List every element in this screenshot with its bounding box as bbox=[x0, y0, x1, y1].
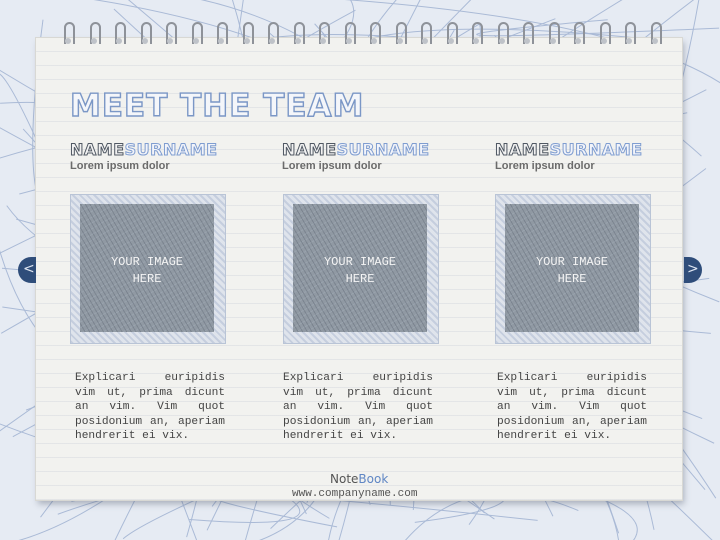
member-role: Lorem ipsum dolor bbox=[495, 160, 595, 172]
spiral-ring bbox=[217, 22, 225, 46]
image-placeholder-label: YOUR IMAGE HERE bbox=[323, 255, 396, 286]
member-description: Explicari euripidis vim ut, prima dicunt an vim. Vim quot posidonium an, aperiam hendrerit ei vix. bbox=[283, 372, 433, 442]
spiral-ring bbox=[447, 22, 455, 46]
spiral-ring bbox=[370, 22, 378, 46]
spiral-ring bbox=[90, 22, 98, 46]
chevron-right-icon: > bbox=[687, 261, 699, 277]
member-name: NAMESURNAME bbox=[282, 140, 430, 159]
spiral-ring bbox=[294, 22, 302, 46]
team-member-1 bbox=[70, 140, 230, 172]
spiral-ring bbox=[600, 22, 608, 46]
spiral-ring bbox=[243, 22, 251, 46]
spiral-ring bbox=[421, 22, 429, 46]
spiral-ring bbox=[141, 22, 149, 46]
member-name: NAMESURNAME bbox=[495, 140, 643, 159]
spiral-ring bbox=[166, 22, 174, 46]
spiral-ring bbox=[651, 22, 659, 46]
chevron-left-icon: < bbox=[23, 261, 35, 277]
spiral-ring bbox=[64, 22, 72, 46]
image-placeholder-label: YOUR IMAGE HERE bbox=[535, 255, 608, 286]
brand-logo: NoteBook bbox=[330, 472, 389, 486]
spiral-ring bbox=[268, 22, 276, 46]
team-member-2 bbox=[282, 140, 442, 172]
member-description: Explicari euripidis vim ut, prima dicunt an vim. Vim quot posidonium an, aperiam hendrerit ei vix. bbox=[75, 372, 225, 442]
team-member-3 bbox=[495, 140, 655, 172]
spiral-ring bbox=[472, 22, 480, 46]
spiral-ring bbox=[625, 22, 633, 46]
member-role: Lorem ipsum dolor bbox=[70, 160, 170, 172]
spiral-binding bbox=[64, 22, 664, 50]
image-placeholder-label: YOUR IMAGE HERE bbox=[110, 255, 183, 286]
spiral-ring bbox=[396, 22, 404, 46]
spiral-ring bbox=[498, 22, 506, 46]
image-placeholder-3[interactable] bbox=[495, 194, 651, 344]
scribble-stroke bbox=[394, 493, 578, 540]
spiral-ring bbox=[319, 22, 327, 46]
member-name: NAMESURNAME bbox=[70, 140, 218, 159]
image-placeholder-2[interactable] bbox=[283, 194, 439, 344]
member-description: Explicari euripidis vim ut, prima dicunt an vim. Vim quot posidonium an, aperiam hendrerit ei vix. bbox=[497, 372, 647, 442]
spiral-ring bbox=[192, 22, 200, 46]
spiral-ring bbox=[549, 22, 557, 46]
member-role: Lorem ipsum dolor bbox=[282, 160, 382, 172]
image-placeholder-1[interactable] bbox=[70, 194, 226, 344]
spiral-ring bbox=[574, 22, 582, 46]
spiral-ring bbox=[345, 22, 353, 46]
company-url[interactable]: www.companyname.com bbox=[292, 488, 418, 500]
page-title: MEET THE TEAM bbox=[70, 88, 365, 124]
spiral-ring bbox=[523, 22, 531, 46]
spiral-ring bbox=[115, 22, 123, 46]
